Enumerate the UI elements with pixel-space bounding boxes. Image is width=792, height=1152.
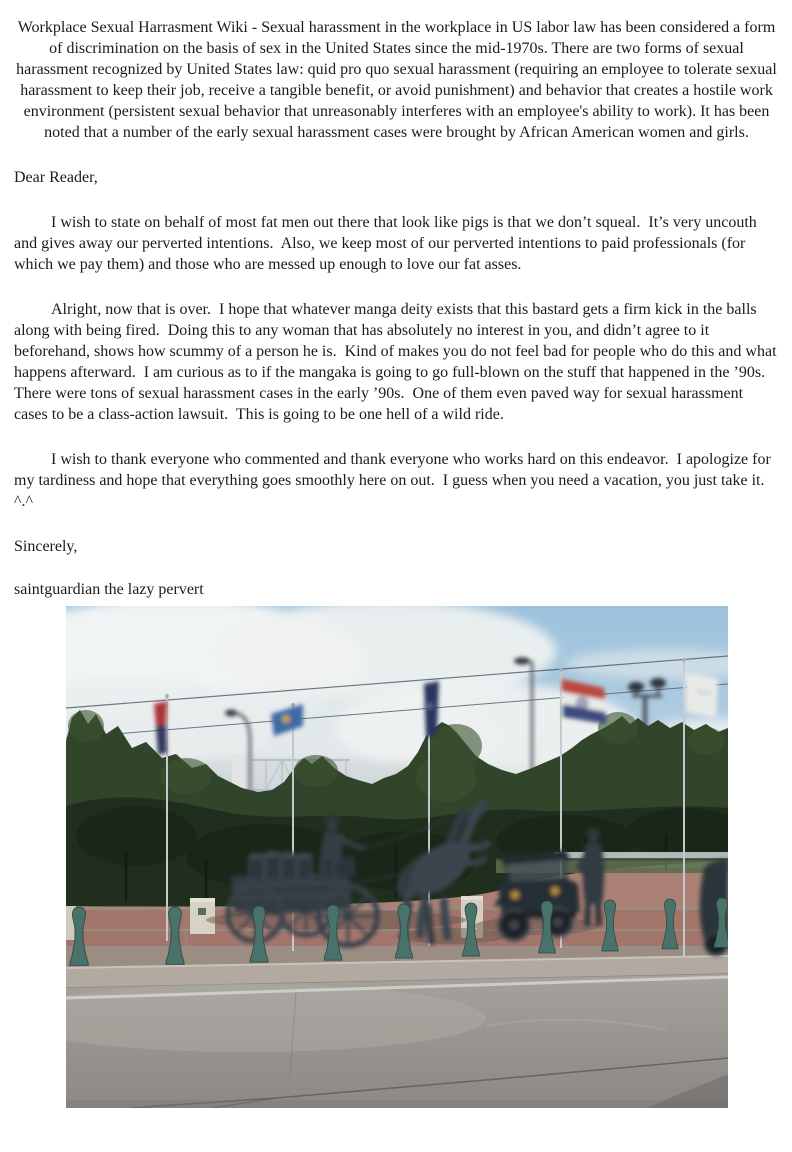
body-paragraph-2: Alright, now that is over. I hope that whatever manga deity exists that this bastard gets a firm kick in the balls along with being fired. Doing this to any woman that has absolutely no interest in you, and didn’t agree to it beforehand, shows how scummy of a person he is. Kind of makes you do not feel bad for people who do this and what happens afterward. I am curious as to if the mangaka is going to go full-blown on the stuff that happened in the ’90s. There were tons of sexual harassment cases in the early ’90s. One of them even paved way for sexual harassment cases to be a class-action lawsuit. This is going to be one hell of a wild ride. [14, 301, 781, 423]
headlight [511, 891, 520, 900]
flag-white [685, 673, 718, 718]
salutation: Dear Reader, [14, 169, 98, 186]
body-paragraph-1: I wish to state on behalf of most fat men out there that look like pigs is that we don’t squeal. It’s very uncouth and gives away our perverted intentions. Also, we keep most of our perverted intentions to paid professionals (for which we pay them) and those who are messed up enough to love our fat asses. [14, 214, 761, 273]
closing: Sincerely, [14, 538, 78, 555]
headlight [551, 887, 560, 896]
statue-photo-image [66, 606, 728, 1108]
flag-navy [424, 681, 439, 738]
body-paragraph-3: I wish to thank everyone who commented and thank everyone who works hard on this endeavor. I apologize for my tardiness and hope that everything goes smoothly here on out. I guess when you need a vacation, you just take it. ^.^ [14, 451, 775, 510]
statue-photo [66, 606, 792, 1108]
wiki-excerpt: Workplace Sexual Harrasment Wiki - Sexual harassment in the workplace in US labor law has been considered a form of discrimination on the basis of sex in the United States since the mid-1970s. There are two forms of sexual harassment recognized by United States law: quid pro quo sexual harassment (requiring an employee to tolerate sexual harassment to keep their job, receive a tangible benefit, or avoid punishment) and behavior that creates a hostile work environment (persistent sexual behavior that unreasonably interferes with an employee's ability to work). It has been noted that a number of the early sexual harassment cases were brought by African American women and girls. [16, 19, 781, 141]
signature: saintguardian the lazy pervert [14, 581, 204, 598]
road [66, 974, 728, 1108]
